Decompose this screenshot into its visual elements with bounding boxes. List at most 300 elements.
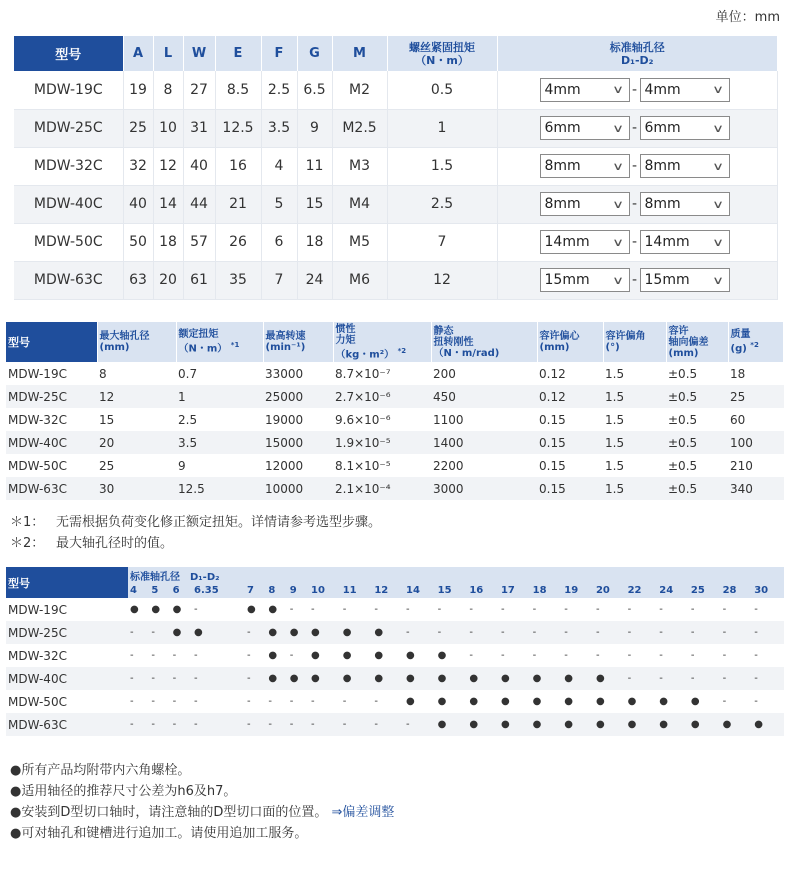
unavailable-dash: -: [149, 713, 170, 736]
unavailable-dash: -: [689, 621, 721, 644]
bore-availability-table: [6, 567, 784, 736]
col-misalign: [537, 322, 603, 362]
chevron-down-icon: ∨: [712, 83, 725, 97]
unavailable-dash: -: [627, 604, 632, 615]
available-dot: ●: [311, 650, 320, 661]
col-torque: [387, 36, 497, 71]
footnote-mark: ＊2：: [10, 536, 45, 551]
model-cell: MDW-32C: [14, 147, 123, 185]
available-dot: ●: [562, 713, 594, 736]
unavailable-dash: -: [659, 604, 663, 615]
chevron-down-icon: ∨: [612, 83, 625, 97]
w-cell: 31: [183, 109, 215, 147]
l-cell: 8: [153, 71, 183, 109]
dimensions-table: [14, 36, 778, 300]
spec-cell: 8: [99, 366, 107, 381]
available-dot: ●: [657, 713, 689, 736]
available-dot: ●: [532, 696, 542, 707]
col-max-bore-title: 最大轴孔径: [99, 331, 150, 342]
w-cell: 27: [183, 71, 215, 109]
table-row: [6, 431, 784, 454]
model-cell: MDW-25C: [6, 385, 97, 408]
col-angle-unit: (°): [605, 342, 620, 353]
unavailable-dash: -: [657, 667, 689, 690]
g-cell: 9: [297, 109, 332, 147]
available-dot: ●: [268, 650, 278, 661]
available-dot: ●: [130, 604, 139, 615]
available-dot: ●: [531, 667, 563, 690]
available-dot: ●: [500, 696, 510, 707]
unavailable-dash: -: [149, 621, 170, 644]
w-cell: 40: [183, 147, 215, 185]
l-cell: 20: [153, 261, 183, 299]
col-rated-torque-unit: （N・m）: [178, 343, 228, 355]
col-bore-size: 28: [721, 583, 753, 598]
spec-cell: ±0.5: [666, 477, 728, 500]
col-bore-size: 15: [436, 583, 468, 598]
d1-select-value: 8mm: [544, 158, 581, 174]
unavailable-dash: -: [564, 604, 568, 615]
col-stiffness-title: 静态: [433, 325, 454, 337]
range-dash: -: [631, 272, 638, 288]
spec-cell: 2.1×10⁻⁴: [333, 477, 431, 500]
e-cell: 16: [215, 147, 261, 185]
unavailable-dash: -: [406, 604, 410, 615]
spec-cell: 210: [730, 458, 753, 473]
available-dot: ●: [372, 621, 404, 644]
unavailable-dash: -: [311, 696, 315, 707]
footnote-ref: *2: [397, 346, 407, 355]
table-row: [6, 713, 784, 736]
available-dot: ●: [151, 604, 161, 615]
spec-cell: 12000: [265, 458, 304, 473]
table-row: [6, 477, 784, 500]
spec-cell: 15000: [263, 431, 333, 454]
available-dot: ●: [689, 713, 721, 736]
unavailable-dash: -: [532, 604, 537, 615]
spec-cell: 1.5: [605, 366, 625, 381]
available-dot: ●: [595, 696, 605, 707]
table-row: [6, 690, 784, 713]
model-cell: MDW-50C: [14, 223, 123, 261]
available-dot: ●: [659, 696, 668, 707]
range-dash: -: [631, 81, 638, 98]
available-dot: ●: [437, 696, 447, 707]
f-cell: 3.5: [261, 109, 297, 147]
spec-cell: 25000: [263, 385, 333, 408]
w-cell: 57: [183, 223, 215, 261]
col-max-bore-unit: (mm): [99, 342, 130, 353]
spec-cell: 2200: [433, 458, 464, 473]
g-cell: 6.5: [297, 71, 332, 109]
spec-cell: 100: [728, 431, 784, 454]
available-dot: ●: [436, 713, 468, 736]
f-cell: 5: [261, 185, 297, 223]
m-cell: M6: [332, 261, 387, 299]
unavailable-dash: -: [268, 696, 272, 707]
spec-cell: 19000: [265, 412, 304, 427]
d1-select[interactable]: [540, 192, 630, 216]
available-dot: ●: [192, 621, 245, 644]
col-e: E: [215, 36, 261, 71]
spec-cell: 25: [728, 385, 784, 408]
available-dot: ●: [266, 667, 287, 690]
col-inertia-title2: 力矩: [335, 334, 356, 346]
unavailable-dash: -: [595, 650, 600, 661]
col-bore-size: 16: [467, 583, 499, 598]
d2-select-value: 8mm: [644, 158, 681, 174]
table-row: [6, 385, 784, 408]
range-dash: -: [631, 120, 638, 136]
available-dot: ●: [752, 713, 784, 736]
available-dot: ●: [627, 696, 637, 707]
col-torque-title: 螺丝紧固扭矩: [409, 40, 475, 54]
d2-select[interactable]: [640, 268, 730, 292]
a-cell: 40: [123, 185, 153, 223]
col-bore-title: 标准轴孔径: [609, 40, 665, 54]
col-mass-unit: (g): [730, 343, 747, 355]
spec-cell: 1.5: [603, 385, 666, 408]
unavailable-dash: -: [192, 713, 245, 736]
col-model: 型号: [6, 322, 97, 362]
d2-select[interactable]: [640, 230, 730, 254]
col-misalign-title: 容许偏心: [539, 331, 580, 342]
unavailable-dash: -: [289, 650, 294, 661]
l-cell: 12: [153, 147, 183, 185]
a-cell: 25: [123, 109, 153, 147]
col-axial-title: 容许: [668, 325, 689, 337]
unavailable-dash: -: [311, 604, 315, 615]
unavailable-dash: -: [754, 650, 758, 661]
available-dot: ●: [467, 667, 499, 690]
w-cell: 61: [183, 261, 215, 299]
a-cell: 19: [123, 71, 153, 109]
unavailable-dash: -: [532, 650, 537, 661]
unavailable-dash: -: [289, 604, 294, 615]
unavailable-dash: -: [193, 696, 198, 707]
unavailable-dash: -: [247, 650, 251, 661]
col-bore-size: 25: [689, 583, 721, 598]
unavailable-dash: -: [172, 696, 177, 707]
unavailable-dash: -: [245, 621, 266, 644]
table-row: [14, 185, 778, 223]
unavailable-dash: -: [247, 696, 251, 707]
col-axial-title2: 轴向偏差: [668, 336, 709, 348]
col-bore-size: 20: [594, 583, 626, 598]
available-dot: ●: [721, 713, 753, 736]
model-cell: MDW-19C: [8, 366, 67, 381]
range-dash: -: [631, 196, 638, 212]
d2-select-value: 4mm: [644, 81, 681, 98]
m-cell: M2.5: [332, 109, 387, 147]
col-max-bore: [97, 322, 176, 362]
d1-select[interactable]: [540, 268, 630, 292]
footnote-2: [10, 533, 381, 554]
available-dot: ●: [372, 667, 404, 690]
a-cell: 63: [123, 261, 153, 299]
col-bore-size: 9: [288, 583, 309, 598]
spec-cell: 0.15: [539, 412, 566, 427]
bore-select-cell: [497, 223, 778, 261]
col-axial: [666, 322, 728, 362]
available-dot: ●: [172, 604, 182, 615]
table-row: [6, 644, 784, 667]
table-row: [6, 454, 784, 477]
spec-cell: 1: [176, 385, 263, 408]
e-cell: 12.5: [215, 109, 261, 147]
spec-cell: 200: [433, 366, 456, 381]
spec-cell: 12.5: [176, 477, 263, 500]
spec-cell: 2.5: [178, 412, 198, 427]
spec-cell: 340: [728, 477, 784, 500]
available-dot: ●: [404, 667, 436, 690]
col-stiffness-title2: 扭转刚性: [433, 336, 474, 348]
model-cell: MDW-25C: [6, 621, 128, 644]
d1-select-value: 15mm: [544, 272, 590, 288]
unavailable-dash: -: [342, 604, 347, 615]
torque-cell: 2.5: [387, 185, 497, 223]
unavailable-dash: -: [128, 667, 149, 690]
model-cell: MDW-19C: [14, 71, 123, 109]
available-dot: ●: [562, 667, 594, 690]
available-dot: ●: [626, 713, 658, 736]
unavailable-dash: -: [722, 604, 727, 615]
model-cell: MDW-63C: [6, 713, 128, 736]
spec-cell: 0.15: [537, 431, 603, 454]
unavailable-dash: -: [657, 621, 689, 644]
unavailable-dash: -: [595, 604, 600, 615]
d1-select-value: 14mm: [544, 234, 590, 250]
available-dot: ●: [341, 621, 373, 644]
available-dot: ●: [499, 713, 531, 736]
m-cell: M3: [332, 147, 387, 185]
f-cell: 4: [261, 147, 297, 185]
d2-select-value: 14mm: [644, 234, 690, 250]
col-bore-size: 12: [372, 583, 404, 598]
unavailable-dash: -: [341, 713, 373, 736]
chevron-down-icon: ∨: [712, 197, 725, 211]
spec-cell: 33000: [265, 366, 304, 381]
bullet-item: [10, 802, 394, 823]
d2-select[interactable]: [640, 116, 730, 140]
g-cell: 11: [297, 147, 332, 185]
col-misalign-unit: (mm): [539, 342, 570, 353]
unavailable-dash: -: [151, 696, 155, 707]
spec-cell: 2.7×10⁻⁶: [333, 385, 431, 408]
model-cell: MDW-50C: [8, 458, 67, 473]
available-dot: ●: [288, 667, 309, 690]
footnote-mark: ＊1：: [10, 515, 45, 530]
spec-cell: ±0.5: [668, 458, 698, 473]
chevron-down-icon: ∨: [612, 121, 625, 135]
available-dot: ●: [309, 621, 341, 644]
bore-select-cell: [497, 185, 778, 223]
spec-cell: 1.9×10⁻⁵: [333, 431, 431, 454]
d2-select[interactable]: [640, 192, 730, 216]
d2-select-value: 15mm: [644, 272, 690, 288]
unavailable-dash: -: [754, 604, 758, 615]
unavailable-dash: -: [690, 604, 695, 615]
model-cell: MDW-40C: [6, 667, 128, 690]
unavailable-dash: -: [562, 621, 594, 644]
col-mass-title: 质量: [730, 329, 751, 341]
col-bore-size: 4: [128, 583, 149, 598]
col-bore-size: 18: [531, 583, 563, 598]
chevron-down-icon: ∨: [612, 159, 625, 173]
unavailable-dash: -: [437, 604, 442, 615]
unavailable-dash: -: [436, 621, 468, 644]
unavailable-dash: -: [149, 667, 170, 690]
col-bore-size: 14: [404, 583, 436, 598]
chevron-down-icon: ∨: [712, 159, 725, 173]
spec-cell: 10000: [263, 477, 333, 500]
footnote-text: 最大轴孔径时的值。: [56, 536, 174, 551]
unavailable-dash: -: [659, 650, 663, 661]
torque-cell: 1.5: [387, 147, 497, 185]
d2-select[interactable]: [640, 78, 730, 102]
range-dash: -: [631, 158, 638, 174]
d1-select-value: 4mm: [544, 81, 581, 98]
footnote-ref: *2: [750, 341, 759, 350]
l-cell: 18: [153, 223, 183, 261]
unavailable-dash: -: [288, 713, 309, 736]
misalignment-link[interactable]: ⇒偏差调整: [331, 805, 395, 820]
d2-select[interactable]: [640, 154, 730, 178]
col-bore-size: 10: [309, 583, 341, 598]
spec-cell: 20: [97, 431, 176, 454]
col-inertia-title: 惯性: [335, 323, 356, 335]
unavailable-dash: -: [289, 696, 294, 707]
torque-cell: 12: [387, 261, 497, 299]
d1-select[interactable]: [540, 78, 630, 102]
spec-cell: ±0.5: [668, 412, 698, 427]
w-cell: 44: [183, 185, 215, 223]
col-bore-size: 24: [657, 583, 689, 598]
unavailable-dash: -: [128, 621, 149, 644]
unavailable-dash: -: [193, 650, 198, 661]
spec-cell: 3000: [431, 477, 537, 500]
a-cell: 50: [123, 223, 153, 261]
col-bore-size: 6: [171, 583, 192, 598]
spec-cell: 1400: [431, 431, 537, 454]
col-model: 型号: [6, 567, 128, 598]
col-max-speed-unit: (min⁻¹): [265, 342, 306, 353]
unavailable-dash: -: [752, 667, 784, 690]
unavailable-dash: -: [626, 621, 658, 644]
col-angle: [603, 322, 666, 362]
chevron-down-icon: ∨: [712, 273, 725, 287]
spec-cell: 12: [97, 385, 176, 408]
d1-select[interactable]: [540, 230, 630, 254]
spec-cell: 25: [99, 458, 115, 473]
unavailable-dash: -: [690, 650, 695, 661]
a-cell: 32: [123, 147, 153, 185]
col-bore-size: 17: [499, 583, 531, 598]
unavailable-dash: -: [404, 713, 436, 736]
e-cell: 35: [215, 261, 261, 299]
unavailable-dash: -: [721, 621, 753, 644]
col-bore-size: 30: [752, 583, 784, 598]
col-w: W: [183, 36, 215, 71]
spec-cell: 1100: [433, 412, 464, 427]
spec-cell: 9: [178, 458, 186, 473]
available-dot: ●: [467, 713, 499, 736]
table-row: [14, 223, 778, 261]
table-row: [14, 147, 778, 185]
d1-select[interactable]: [540, 116, 630, 140]
spec-cell: 3.5: [176, 431, 263, 454]
unavailable-dash: -: [245, 667, 266, 690]
unavailable-dash: -: [171, 713, 192, 736]
col-axial-unit: (mm): [668, 347, 699, 359]
unavailable-dash: -: [130, 650, 134, 661]
spec-cell: 1.5: [605, 412, 625, 427]
col-m: M: [332, 36, 387, 71]
bore-select-cell: [497, 261, 778, 299]
spec-cell: 0.15: [537, 477, 603, 500]
available-dot: ●: [266, 621, 287, 644]
d2-select-value: 8mm: [644, 196, 681, 212]
unavailable-dash: -: [404, 621, 436, 644]
unavailable-dash: -: [627, 650, 632, 661]
col-bore-size: 22: [626, 583, 658, 598]
unavailable-dash: -: [626, 667, 658, 690]
table-row: [14, 261, 778, 299]
spec-cell: 18: [730, 366, 746, 381]
unavailable-dash: -: [130, 696, 134, 707]
d1-select-value: 8mm: [544, 196, 581, 212]
table-row: [6, 362, 784, 385]
footnote-1: [10, 512, 381, 533]
col-l: L: [153, 36, 183, 71]
model-cell: MDW-32C: [8, 648, 67, 663]
unavailable-dash: -: [374, 604, 378, 615]
col-bore-size: 11: [341, 583, 373, 598]
unavailable-dash: -: [754, 696, 758, 707]
chevron-down-icon: ∨: [612, 197, 625, 211]
m-cell: M5: [332, 223, 387, 261]
table-row: [14, 109, 778, 147]
spec-cell: 1.5: [603, 431, 666, 454]
col-max-speed: [263, 322, 333, 362]
spec-cell: 8.7×10⁻⁷: [335, 366, 391, 381]
chevron-down-icon: ∨: [712, 235, 725, 249]
e-cell: 26: [215, 223, 261, 261]
d1-select[interactable]: [540, 154, 630, 178]
col-bore-span: 标准轴孔径 D₁-D₂: [128, 567, 784, 583]
unavailable-dash: -: [500, 604, 505, 615]
bore-select-cell: [497, 147, 778, 185]
spec-cell: 9.6×10⁻⁶: [335, 412, 391, 427]
col-model: 型号: [14, 36, 123, 71]
l-cell: 10: [153, 109, 183, 147]
available-dot: ●: [171, 621, 192, 644]
unavailable-dash: -: [689, 667, 721, 690]
d2-select-value: 6mm: [644, 120, 681, 136]
col-f: F: [261, 36, 297, 71]
bullet-text: ●安装到D型切口轴时，请注意轴的D型切口面的位置。: [10, 805, 328, 820]
unavailable-dash: -: [500, 650, 505, 661]
unit-label: 单位：mm: [715, 10, 780, 25]
available-dot: ●: [309, 667, 341, 690]
torque-cell: 7: [387, 223, 497, 261]
available-dot: ●: [436, 667, 468, 690]
col-rated-torque: [176, 322, 263, 362]
available-dot: ●: [469, 696, 479, 707]
col-mass: [728, 322, 784, 362]
col-angle-title: 容许偏角: [605, 331, 646, 342]
bore-select-cell: [497, 109, 778, 147]
